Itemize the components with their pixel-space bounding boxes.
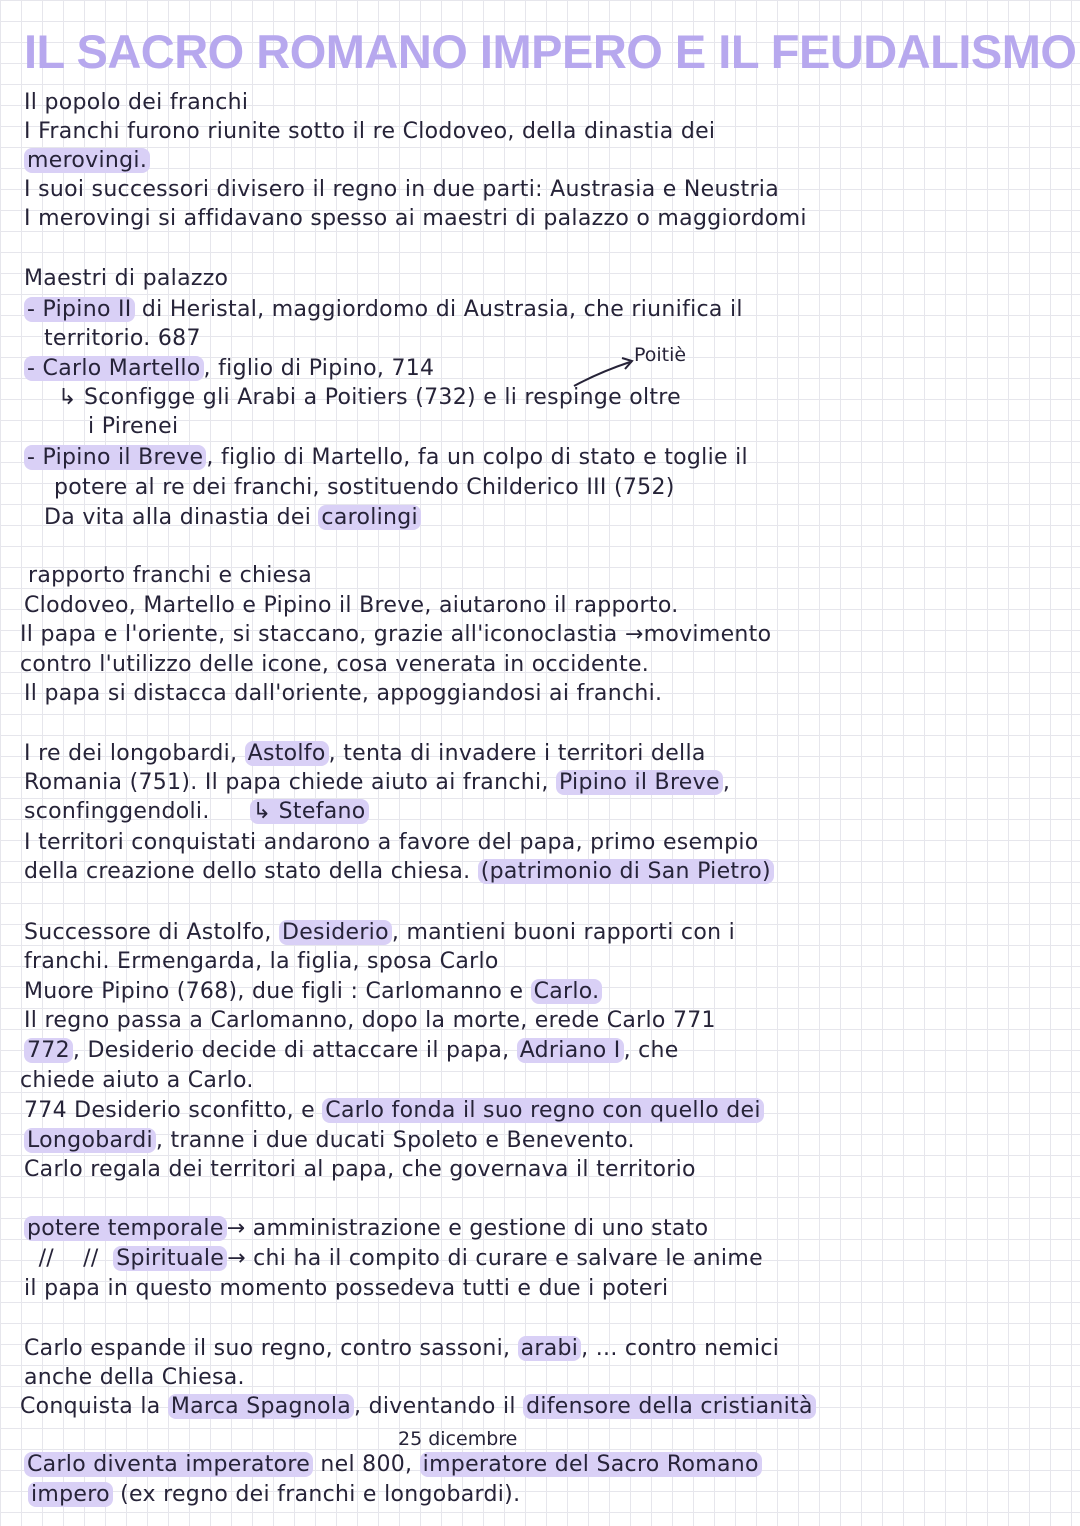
highlight: Carlo fonda il suo regno con quello dei bbox=[322, 1098, 764, 1123]
text-span: Muore Pipino (768), due figli : Carlomanno e bbox=[24, 979, 531, 1004]
text-line bbox=[24, 797, 1074, 826]
text-line bbox=[24, 1244, 1074, 1273]
annotation-note: Poitiè bbox=[634, 344, 687, 366]
text-span: , diventando il bbox=[354, 1394, 524, 1419]
text-line bbox=[24, 1126, 1074, 1155]
section-heading-franchi: Il popolo dei franchi bbox=[24, 90, 249, 115]
text-span: Carlo espande il suo regno, contro sassoni, bbox=[24, 1336, 518, 1361]
page-title: IL SACRO ROMANO IMPERO E IL FEUDALISMO bbox=[24, 25, 1077, 78]
text-line bbox=[24, 354, 1074, 383]
text-line bbox=[24, 443, 1074, 472]
highlight: arabi bbox=[518, 1336, 582, 1361]
highlight: difensore della cristianità bbox=[523, 1394, 816, 1419]
text-span: (ex regno dei franchi e longobardi). bbox=[112, 1482, 521, 1507]
text-line bbox=[28, 1480, 1078, 1509]
text-span: 774 Desiderio sconfitto, e bbox=[24, 1098, 323, 1123]
highlight: merovingi. bbox=[24, 148, 150, 173]
text-span: , tenta di invadere i territori della bbox=[328, 741, 706, 766]
highlight: impero bbox=[28, 1482, 113, 1507]
text-span: Romania (751). Il papa chiede aiuto ai franchi, bbox=[24, 770, 556, 795]
text-span: , figlio di Pipino, 714 bbox=[203, 356, 435, 381]
text-line bbox=[24, 977, 1074, 1006]
highlight: Carlo diventa imperatore bbox=[24, 1452, 313, 1477]
text-line: contro l'utilizzo delle icone, cosa venerata in occidente. bbox=[20, 652, 650, 677]
text-line: Il papa e l'oriente, si staccano, grazie all'iconoclastia →movimento bbox=[20, 622, 772, 647]
highlight: Spirituale bbox=[113, 1246, 227, 1271]
text-line: anche della Chiesa. bbox=[24, 1365, 245, 1390]
text-span: , figlio di Martello, fa un colpo di stato e toglie il bbox=[206, 445, 748, 470]
text-span: Successore di Astolfo, bbox=[24, 920, 279, 945]
text-line: Il papa si distacca dall'oriente, appoggiandosi ai franchi. bbox=[24, 681, 663, 706]
text-line: I suoi successori divisero il regno in due parti: Austrasia e Neustria bbox=[24, 177, 779, 202]
text-span: I re dei longobardi, bbox=[24, 741, 245, 766]
text-span: → amministrazione e gestione di uno stato bbox=[226, 1216, 709, 1241]
text-line bbox=[24, 857, 1074, 886]
text-span: di Heristal, maggiordomo di Austrasia, che riunifica il bbox=[134, 297, 743, 322]
text-line: Carlo regala dei territori al papa, che governava il territorio bbox=[24, 1157, 696, 1182]
text-line bbox=[24, 1450, 1074, 1479]
highlight: Astolfo bbox=[245, 741, 329, 766]
text-line: I merovingi si affidavano spesso ai maestri di palazzo o maggiordomi bbox=[24, 206, 807, 231]
section-heading-chiesa: rapporto franchi e chiesa bbox=[28, 563, 313, 588]
text-line bbox=[44, 503, 1080, 532]
text-span: Conquista la bbox=[20, 1394, 168, 1419]
text-line bbox=[24, 1214, 1074, 1243]
text-line bbox=[24, 1334, 1074, 1363]
highlight: Pipino il Breve bbox=[556, 770, 723, 795]
text-span: , mantieni buoni rapporti con i bbox=[391, 920, 736, 945]
section-heading-maestri: Maestri di palazzo bbox=[24, 266, 229, 291]
text-line: I Franchi furono riunite sotto il re Clodoveo, della dinastia dei bbox=[24, 119, 716, 144]
text-line: ↳ Sconfigge gli Arabi a Poitiers (732) e li respinge oltre bbox=[58, 385, 682, 410]
text-line: i Pirenei bbox=[88, 414, 179, 439]
text-span: Da vita alla dinastia dei bbox=[44, 505, 319, 530]
highlight: - Pipino II bbox=[24, 297, 135, 322]
highlight: - Pipino il Breve bbox=[24, 445, 206, 470]
text-span: , bbox=[722, 770, 731, 795]
highlight: Carlo. bbox=[531, 979, 603, 1004]
highlight: Marca Spagnola bbox=[168, 1394, 354, 1419]
text-line: Il regno passa a Carlomanno, dopo la morte, erede Carlo 771 bbox=[24, 1008, 716, 1033]
text-line: potere al re dei franchi, sostituendo Childerico III (752) bbox=[54, 475, 675, 500]
highlight: carolingi bbox=[318, 505, 421, 530]
highlight: Desiderio bbox=[279, 920, 392, 945]
highlight: Longobardi bbox=[24, 1128, 156, 1153]
highlight: ↳ Stefano bbox=[250, 799, 369, 824]
text-line: chiede aiuto a Carlo. bbox=[20, 1068, 254, 1093]
highlight: (patrimonio di San Pietro) bbox=[478, 859, 774, 884]
text-span: → chi ha il compito di curare e salvare le anime bbox=[227, 1246, 763, 1271]
annotation-note: 25 dicembre bbox=[398, 1428, 518, 1450]
text-line: il papa in questo momento possedeva tutti e due i poteri bbox=[24, 1276, 669, 1301]
text-line bbox=[24, 146, 1074, 175]
text-span: , che bbox=[623, 1038, 679, 1063]
text-line bbox=[24, 918, 1074, 947]
text-line: Clodoveo, Martello e Pipino il Breve, aiutarono il rapporto. bbox=[24, 593, 679, 618]
text-line bbox=[24, 295, 1074, 324]
highlight: potere temporale bbox=[24, 1216, 227, 1241]
text-span: nel 800, bbox=[313, 1452, 420, 1477]
highlight: imperatore del Sacro Romano bbox=[420, 1452, 762, 1477]
text-line bbox=[20, 1392, 1070, 1421]
highlight: 772 bbox=[24, 1038, 73, 1063]
text-line bbox=[24, 1096, 1074, 1125]
text-line bbox=[24, 1036, 1074, 1065]
text-line: territorio. 687 bbox=[44, 326, 201, 351]
highlight: - Carlo Martello bbox=[24, 356, 204, 381]
text-span: sconfinggendoli. bbox=[24, 799, 210, 824]
highlight: Adriano I bbox=[517, 1038, 624, 1063]
text-line: I territori conquistati andarono a favore del papa, primo esempio bbox=[24, 830, 759, 855]
text-span: // // bbox=[24, 1246, 114, 1271]
text-line bbox=[24, 739, 1074, 768]
text-line: franchi. Ermengarda, la figlia, sposa Carlo bbox=[24, 949, 499, 974]
text-span: , ... contro nemici bbox=[581, 1336, 780, 1361]
text-line bbox=[24, 768, 1074, 797]
text-span: , tranne i due ducati Spoleto e Benevento. bbox=[155, 1128, 635, 1153]
text-span: della creazione dello stato della chiesa. bbox=[24, 859, 478, 884]
text-span: , Desiderio decide di attaccare il papa, bbox=[72, 1038, 517, 1063]
